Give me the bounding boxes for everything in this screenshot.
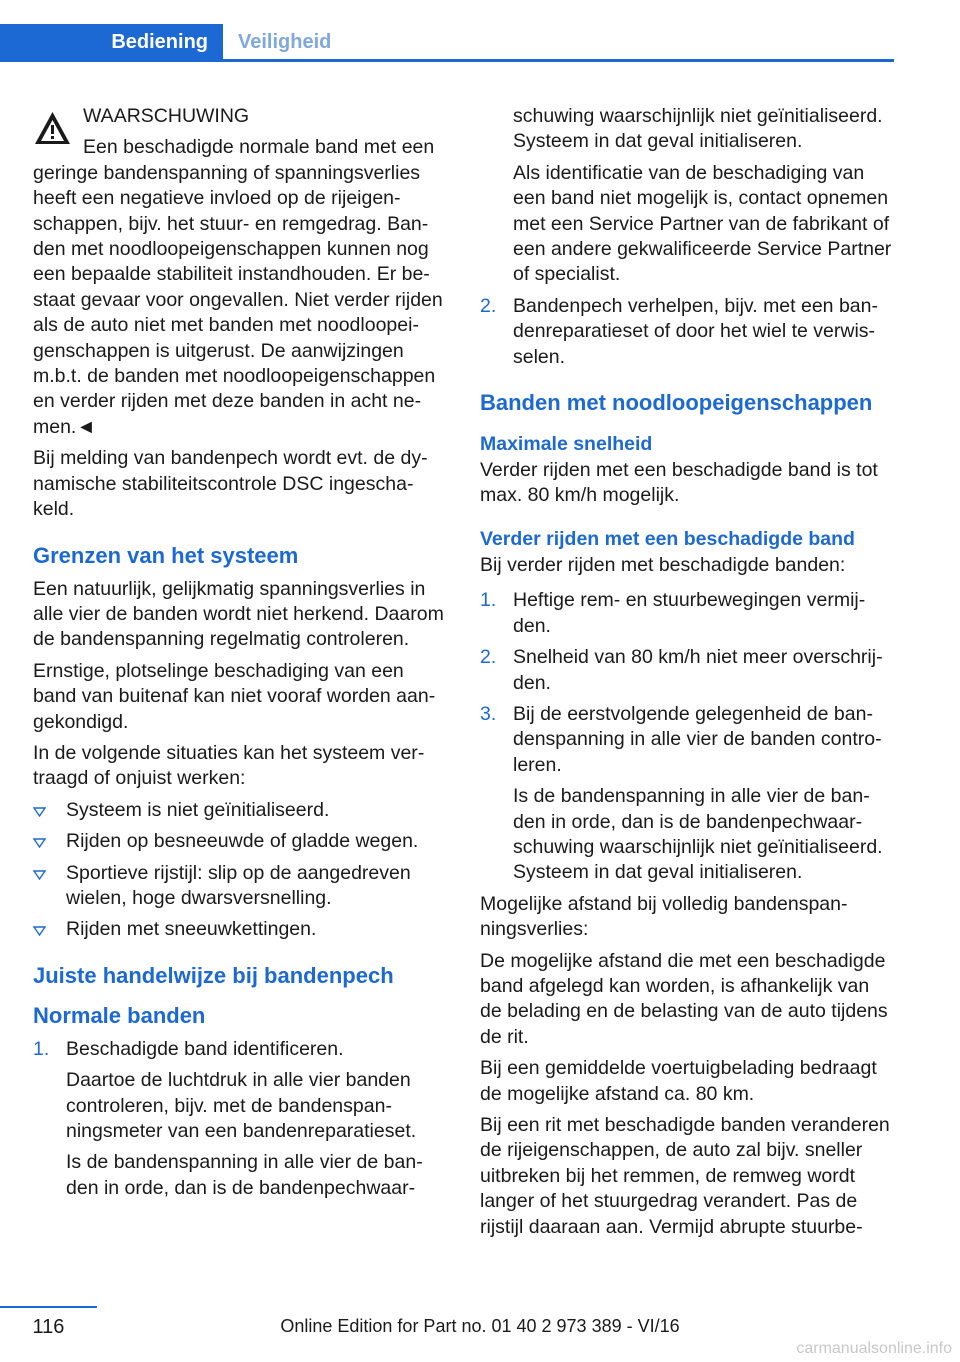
heading-normal-tyres: Normale banden: [33, 1002, 206, 1028]
list-item: 1. Heftige rem- en stuurbewegingen vermijden.: [480, 589, 866, 637]
tab-bediening[interactable]: Bediening: [0, 24, 223, 60]
heading-limits: Grenzen van het systeem: [33, 542, 299, 568]
step-number: 2.: [480, 294, 497, 317]
step-detail: Als identificatie van de beschadiging van een band niet mogelijk is, contact opnemen met een Service Partner van de fabrikant of een andere gekwalificeerde Service Partner of specialist.: [513, 161, 892, 286]
list-item: Sportieve rijstijl: slip op de aangedreven wielen, hoge dwarsversnelling.: [33, 861, 448, 912]
edition-note: Online Edition for Part no. 01 40 2 973 389 - VI/16: [280, 1316, 680, 1336]
step-number: 1.: [480, 589, 497, 612]
bullet-triangle-icon: [33, 926, 46, 936]
step-detail: Is de bandenspanning in alle vier de banden in orde, dan is de bandenpechwaarschuwing waarschijnlijk niet geïnitialiseerd. Systeem in dat geval initialiseren.: [513, 785, 883, 884]
paragraph: Verder rijden met een beschadigde band is tot max. 80 km/h mogelijk.: [480, 459, 878, 507]
page-number-rule: [0, 1306, 97, 1308]
procedure-list: [33, 1037, 448, 1201]
bullet-triangle-icon: [33, 838, 46, 848]
paragraph: In de volgende situaties kan het systeem vertraagd of onjuist werken:: [33, 741, 425, 790]
heading-max-speed: Maximale snelheid: [480, 433, 653, 456]
step-detail: schuwing waarschijnlijk niet geïnitialiseerd. Systeem in dat geval initialiseren.: [513, 105, 883, 153]
paragraph: Ernstige, plotselinge beschadiging van een band van buitenaf kan niet vooraf worden aangekondigd.: [33, 659, 436, 733]
paragraph: Bij melding van bandenpech wordt evt. de dynamische stabiliteitscontrole DSC ingeschakeld.: [33, 447, 428, 521]
watermark: carmanualsonline.info: [796, 1340, 952, 1357]
procedure-list-continued: [480, 104, 895, 370]
step-number: 1.: [33, 1037, 50, 1060]
bullet-triangle-icon: [33, 870, 46, 880]
list-item: Rijden op besneeuwde of gladde wegen.: [33, 829, 448, 854]
paragraph: Een natuurlijk, gelijkmatig spanningsverlies in alle vier de banden wordt niet herkend. Daarom de bandenspanning regelmatig controleren.: [33, 577, 444, 651]
warning-text: Een beschadigde normale band met een geringe bandenspanning of spanningsverlies heeft een negatieve invloed op de rijeigenschappen, bijv. het stuur- en remgedrag. Banden met noodloopeigenschappen kunnen nog een bepaalde stabiliteit instandhouden. Er bestaat gevaar voor ongevallen. Niet verder rijden als de auto niet met banden met noodloopeigenschappen is uitgerust. De aanwijzingen m.b.t. de banden met noodloopeigenschappen en verder rijden met deze banden in acht nemen.◄: [33, 136, 443, 438]
warning-title: WAARSCHUWING: [83, 105, 250, 127]
list-item: 2. Bandenpech verhelpen, bijv. met een bandenreparatieset of door het wiel te verwisselen.: [480, 294, 878, 368]
paragraph: Mogelijke afstand bij volledig bandenspanningsverlies:: [480, 892, 848, 941]
left-column: [33, 104, 448, 1207]
list-item: 2. Snelheid van 80 km/h niet meer overschrijden.: [480, 646, 883, 694]
list-item: 3. Bij de eerstvolgende gelegenheid de bandenspanning in alle vier de banden controleren. Is de bandenspanning in alle vier de banden in orde, dan is de bandenpechwaarschuwing waarschijnlijk niet geïnitialiseerd. Systeem in dat geval initialiseren.: [480, 702, 895, 886]
driving-steps: [480, 588, 895, 885]
step-detail: Daartoe de luchtdruk in alle vier banden controleren, bijv. met de bandenspanningsmeter van een bandenreparatieset.: [66, 1069, 417, 1142]
heading-runflat: Banden met noodloopeigenschappen: [480, 390, 873, 416]
page-number: 116: [32, 1316, 65, 1338]
bullet-triangle-icon: [33, 807, 46, 817]
warning-block: [33, 104, 448, 440]
tab-veiligheid[interactable]: Veiligheid: [238, 30, 332, 53]
paragraph: Bij verder rijden met beschadigde banden:: [480, 553, 846, 576]
heading-correct-procedure: Juiste handelwijze bij bandenpech: [33, 962, 394, 988]
paragraph: Bij een gemiddelde voertuigbelading bedraagt de mogelijke afstand ca. 80 km.: [480, 1057, 877, 1105]
paragraph: De mogelijke afstand die met een beschadigde band afgelegd kan worden, is afhankelijk van de belading en de belasting van de auto tijdens de rit.: [480, 949, 888, 1048]
list-item: 1. Beschadigde band identificeren. Daartoe de luchtdruk in alle vier banden controleren, bijv. met de bandenspanningsmeter van een bandenreparatieset. Is de bandenspanning in alle vier de banden in orde, dan is de bandenpechwaar-: [33, 1037, 448, 1201]
step-number: 2.: [480, 646, 497, 669]
list-item-continued: [480, 104, 895, 288]
right-column: [480, 104, 895, 1246]
situation-list: [33, 798, 448, 943]
header-rule: [0, 59, 894, 62]
step-number: 3.: [480, 702, 497, 725]
list-item: Rijden met sneeuwkettingen.: [33, 917, 448, 942]
step-detail: Is de bandenspanning in alle vier de banden in orde, dan is de bandenpechwaar-: [66, 1151, 423, 1199]
chapter-tabs: [0, 0, 894, 62]
paragraph: Bij een rit met beschadigde banden veranderen de rijeigenschappen, de auto zal bijv. sneller uitbreken bij het remmen, de remweg wordt langer of het stuurgedrag verandert. Pas de rijstijl daaraan aan. Vermijd abrupte stuurbe-: [480, 1114, 890, 1238]
warning-triangle-icon: [33, 110, 72, 146]
heading-continue-driving: Verder rijden met een beschadigde band: [480, 527, 855, 550]
list-item: Systeem is niet geïnitialiseerd.: [33, 798, 448, 823]
